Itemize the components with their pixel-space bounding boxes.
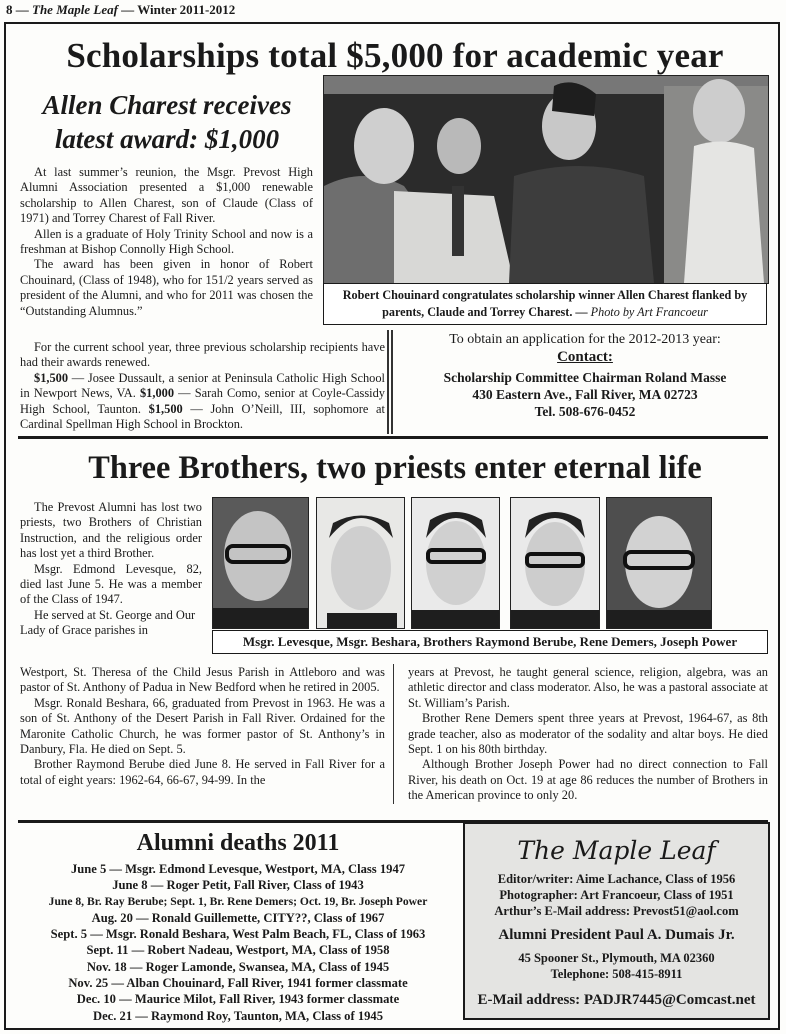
death-entry: Dec. 21 — Raymond Roy, Taunton, MA, Class of 1945 xyxy=(92,1008,384,1023)
obituary-right-column xyxy=(408,665,768,804)
masthead-box xyxy=(463,822,770,1020)
renewal-text: — Sarah Como, senior at Coyle-Cassidy High School, Taunton. xyxy=(20,386,385,416)
contact-phone: Tel. 508-676-0452 xyxy=(534,404,636,419)
column-divider xyxy=(393,664,394,804)
contact-name: Scholarship Committee Chairman Roland Masse xyxy=(443,370,727,385)
headshot-beshara xyxy=(316,497,405,629)
renewal-text: — Josee Dussault, a senior at Peninsula Catholic High School in Newport News, VA. xyxy=(20,370,385,401)
section-divider xyxy=(18,436,768,439)
photographer-credit: Photographer: Art Francoeur, Class of 1951 xyxy=(499,888,734,902)
scholarship-headline: Scholarships total $5,000 for academic year xyxy=(66,36,724,75)
death-entry: June 8 — Roger Petit, Fall River, Class of 1943 xyxy=(112,878,364,893)
death-entry: Aug. 20 — Ronald Guillemette, CITY??, Class of 1967 xyxy=(91,910,385,925)
paragraph: The award has been given in honor of Robert Chouinard, (Class of 1948), who for 151/2 years served as president of the Alumni, and who for 2011 was chosen the “Outstanding Alumnus.” xyxy=(20,257,313,318)
obituary-headline: Three Brothers, two priests enter eternal life xyxy=(88,450,702,486)
headshot-image xyxy=(213,498,308,628)
death-entry: Dec. 10 — Maurice Milot, Fall River, 1943 former classmate xyxy=(76,992,400,1007)
paragraph: Msgr. Ronald Beshara, 66, graduated from Prevost in 1963. He was a son of St. Anthony of the Desert Parish in Fall River. Ordained for the Maronite Catholic Church, he was former pastor of St. Anthony’s in Danbury, Fla. He died on Sept. 5. xyxy=(20,695,385,757)
scholarship-photo-caption xyxy=(323,283,767,325)
paragraph: Brother Raymond Berube died June 8. He served in Fall River for a total of eight years: 1962-64, 66-67, 94-99. In the xyxy=(20,757,385,787)
renewal-text: — John O’Neill, III, sophomore at Cardinal Spellman High School in Brockton. xyxy=(20,401,385,432)
scholarship-body xyxy=(20,165,313,319)
editor-credit: Editor/writer: Aime Lachance, Class of 1956 xyxy=(497,872,736,886)
paragraph: At last summer’s reunion, the Msgr. Prevost High Alumni Association presented a $1,000 renewable scholarship to Allen Charest, son of Claude (Class of 1971) and Torrey Charest of Fall River. xyxy=(20,165,313,226)
paragraph: The Prevost Alumni has lost two priests, two Brothers of Christian Instruction, and the religious order has lost yet a third Brother. xyxy=(20,500,202,561)
page-folio: 8 — The Maple Leaf — Winter 2011-2012 xyxy=(6,2,236,17)
death-entry: Nov. 25 — Alban Chouinard, Fall River, 1941 former classmate xyxy=(68,976,408,991)
president-contact xyxy=(465,950,768,982)
contact-address: 430 Eastern Ave., Fall River, MA 02723 xyxy=(472,387,698,402)
paragraph: He served at St. George and Our Lady of Grace parishes in xyxy=(20,607,196,638)
renewal-amount: $1,500 xyxy=(34,370,69,385)
headshots-caption: Msgr. Levesque, Msgr. Beshara, Brothers Raymond Berube, Rene Demers, Joseph Power xyxy=(212,630,768,654)
death-entry: June 5 — Msgr. Edmond Levesque, Westport, MA, Class 1947 xyxy=(70,862,406,876)
issue-date: Winter 2011-2012 xyxy=(137,2,236,17)
headshot-image xyxy=(511,498,599,628)
headshot-berube xyxy=(411,497,500,629)
headshot-power xyxy=(606,497,712,629)
president-address: 45 Spooner St., Plymouth, MA 02360 xyxy=(518,951,715,965)
president-telephone: Telephone: 508-415-8911 xyxy=(550,967,683,981)
paragraph: Brother Rene Demers spent three years at Prevost, 1964-67, as 8th grade teacher, also as moderator of the sodality and altar boys. He died Sept. 1 on his 80th birthday. xyxy=(408,711,768,757)
headshot-levesque xyxy=(212,497,309,629)
contact-intro: To obtain an application for the 2012-2013 year: xyxy=(449,332,721,347)
headshot-image xyxy=(412,498,499,628)
obituary-left-column xyxy=(20,665,385,788)
death-entry: June 8, Br. Ray Berube; Sept. 1, Br. Rene Demers; Oct. 19, Br. Joseph Power xyxy=(48,894,428,908)
death-entry: Sept. 5 — Msgr. Ronald Beshara, West Palm Beach, FL, Class of 1963 xyxy=(50,927,426,942)
headshot-demers xyxy=(510,497,600,629)
renewal-amount: $1,000 xyxy=(139,386,175,401)
photo-credit: Photo by Art Francoeur xyxy=(590,305,708,319)
masthead-staff xyxy=(465,871,768,919)
arthur-email: Arthur’s E-Mail address: Prevost51@aol.com xyxy=(494,904,739,918)
scholarship-contact xyxy=(400,332,770,420)
president-email: E-Mail address: PADJR7445@Comcast.net xyxy=(477,992,756,1008)
scholarship-photo-image xyxy=(324,76,768,283)
obituary-intro xyxy=(20,500,202,639)
page-number: 8 xyxy=(6,2,13,17)
renewal-amount: $1,500 xyxy=(148,401,183,416)
scholarship-photo xyxy=(323,75,769,284)
alumni-deaths xyxy=(18,830,458,1024)
death-entry: Sept. 11 — Robert Nadeau, Westport, MA, Class of 1958 xyxy=(86,943,390,958)
renewals-list xyxy=(20,371,385,433)
publication-name: The Maple Leaf xyxy=(32,2,118,17)
renewals-block xyxy=(20,340,385,432)
paragraph: Allen is a graduate of Holy Trinity School and now is a freshman at Bishop Connolly High School. xyxy=(20,226,313,257)
paragraph: Although Brother Joseph Power had no direct connection to Fall River, his death on Oct. 19 at age 86 reduces the number of Brothers in the American province to only 20. xyxy=(408,757,768,803)
renewals-intro: For the current school year, three previous scholarship recipients have had their awards renewed. xyxy=(20,340,385,370)
subhead-line-1: Allen Charest receives xyxy=(42,90,292,120)
alumni-president: Alumni President Paul A. Dumais Jr. xyxy=(498,927,735,943)
death-entry: Nov. 18 — Roger Lamonde, Swansea, MA, Class of 1945 xyxy=(86,959,390,974)
alumni-deaths-title: Alumni deaths 2011 xyxy=(136,830,340,856)
paragraph: years at Prevost, he taught general science, religion, algebra, was an athletic director and class moderator. Also, he was a pastoral associate at St. William’s Parish. xyxy=(408,665,768,710)
scholarship-subhead xyxy=(14,88,320,156)
column-divider xyxy=(387,330,393,434)
caption-text: Robert Chouinard congratulates scholarship winner Allen Charest flanked by parents, Claude and Torrey Charest. — xyxy=(342,288,748,319)
masthead-title: The Maple Leaf xyxy=(517,836,716,865)
paragraph: Westport, St. Theresa of the Child Jesus Parish in Attleboro and was pastor of St. Anthony of Padua in New Bedford when he retired in 2005. xyxy=(20,665,385,695)
headshot-image xyxy=(317,498,404,628)
contact-label: Contact: xyxy=(557,349,613,365)
paragraph: Msgr. Edmond Levesque, 82, died last June 5. He was a member of the Class of 1947. xyxy=(20,561,202,607)
subhead-line-2: latest award: $1,000 xyxy=(54,124,280,154)
headshot-image xyxy=(607,498,711,628)
